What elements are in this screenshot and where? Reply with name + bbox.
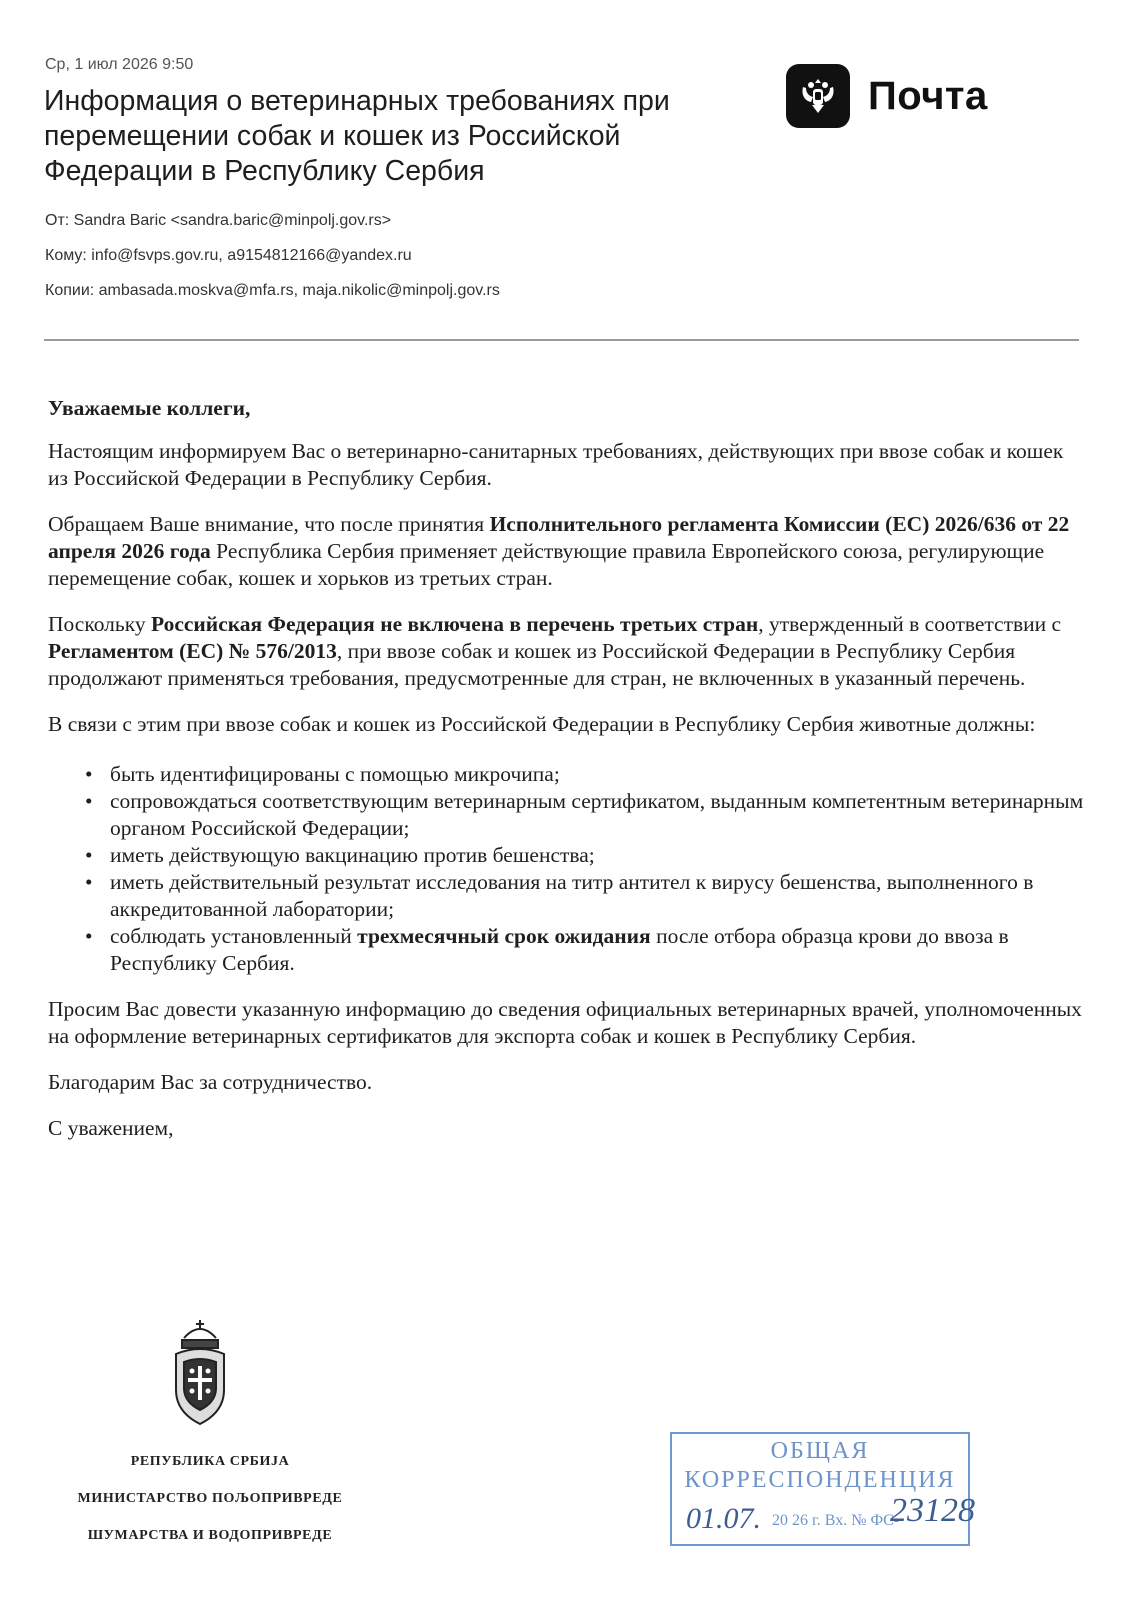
text-run: , утвержденный в соответствии с (758, 612, 1062, 636)
double-headed-eagle-icon (786, 64, 850, 128)
letter-thanks: Благодарим Вас за сотрудничество. (48, 1070, 373, 1094)
list-item-text: быть идентифицированы с помощью микрочипа; (110, 762, 560, 786)
list-item (85, 761, 1088, 788)
list-item-text: иметь действительный результат исследования на титр антител к вирусу бешенства, выполненного в аккредитованной лаборатории; (110, 870, 1034, 921)
list-item-text: сопровождаться соответствующим ветеринарным сертификатом, выданным компетентным ветеринарным органом Российской Федерации; (110, 789, 1084, 840)
bullet-icon: • (85, 924, 93, 948)
email-cc: Копии: ambasada.moskva@mfa.rs, maja.nikolic@minpolj.gov.rs (45, 282, 500, 299)
letter-greeting: Уважаемые коллеги, (48, 396, 251, 420)
list-item-text: после отбора образца крови до ввоза в Республику Сербия. (110, 924, 1009, 975)
serbian-coat-of-arms-icon (166, 1318, 234, 1433)
text-run: Поскольку (48, 612, 151, 636)
text-run: Республика Сербия применяет действующие правила Европейского союза, регулирующие перемещение собак, кошек и хорьков из третьих стран. (48, 539, 1045, 590)
email-subject: Информация о ветеринарных требованиях при перемещении собак и кошек из Российской Федерации в Республику Сербия (44, 85, 670, 187)
letter-paragraph-intro: Настоящим информируем Вас о ветеринарно-санитарных требованиях, действующих при ввозе собак и кошек из Российской Федерации в Республику Сербия. (48, 439, 1064, 490)
letter-paragraph-third-countries (48, 611, 1088, 692)
letter-paragraph-requirements-intro: В связи с этим при ввозе собак и кошек из Российской Федерации в Республику Сербия животные должны: (48, 712, 1036, 736)
letter-paragraph-regulation (48, 511, 1088, 592)
bullet-icon: • (85, 843, 93, 867)
letter-paragraph-request: Просим Вас довести указанную информацию до сведения официальных ветеринарных врачей, уполномоченных на оформление ветеринарных сертификатов для экспорта собак и кошек в Республику Сербия. (48, 997, 1082, 1048)
header-divider (44, 339, 1079, 341)
requirements-list (48, 761, 1088, 977)
stamp-incoming-label: 20 26 г. Вх. № ФС- (772, 1512, 900, 1529)
bold-waiting-period: трехмесячный срок ожидания (357, 924, 651, 948)
letter-body (48, 395, 1088, 1161)
email-from: От: Sandra Baric <sandra.baric@minpolj.gov.rs> (45, 212, 392, 229)
list-item-text: иметь действующую вакцинацию против бешенства; (110, 843, 595, 867)
mail-logo (786, 64, 988, 128)
bold-not-included-statement: Российская Федерация не включена в перечень третьих стран (150, 612, 759, 636)
list-item (85, 842, 1088, 869)
ministry-line-republic: РЕПУБЛИКА СРБИЈА (130, 1454, 290, 1469)
bold-regulation-reference: Исполнительного регламента Комиссии (ЕС) 2026/636 от 22 апреля 2026 года (48, 512, 1070, 563)
text-run: Обращаем Ваше внимание, что после принятия (48, 512, 490, 536)
list-item (85, 788, 1088, 842)
letter-closing: С уважением, (48, 1116, 174, 1140)
list-item (85, 869, 1088, 923)
stamp-handwritten-number: 23128 (890, 1492, 975, 1529)
bullet-icon: • (85, 762, 93, 786)
logo-text: Почта (868, 73, 988, 118)
bullet-icon: • (85, 789, 93, 813)
email-date: Ср, 1 июл 2026 9:50 (45, 56, 194, 73)
email-to: Кому: info@fsvps.gov.ru, a9154812166@yandex.ru (45, 247, 412, 264)
stamp-line-correspondence: КОРРЕСПОНДЕНЦИЯ (684, 1467, 956, 1493)
registration-stamp (670, 1432, 975, 1546)
ministry-line-agriculture: МИНИСТАРСТВО ПОЉОПРИВРЕДЕ (77, 1491, 343, 1506)
list-item-text: соблюдать установленный (110, 924, 358, 948)
bold-regulation-576: Регламентом (ЕС) № 576/2013 (48, 639, 337, 663)
stamp-line-general: ОБЩАЯ (770, 1438, 870, 1464)
bullet-icon: • (85, 870, 93, 894)
ministry-line-forestry: ШУМАРСТВА И ВОДОПРИВРЕДЕ (87, 1528, 333, 1543)
text-run: , при ввозе собак и кошек из Российской Федерации в Республику Сербия продолжают применяться требования, предусмотренные для стран, не включенных в указанный перечень. (48, 639, 1026, 690)
stamp-handwritten-date: 01.07. (686, 1502, 761, 1535)
list-item (85, 923, 1088, 977)
